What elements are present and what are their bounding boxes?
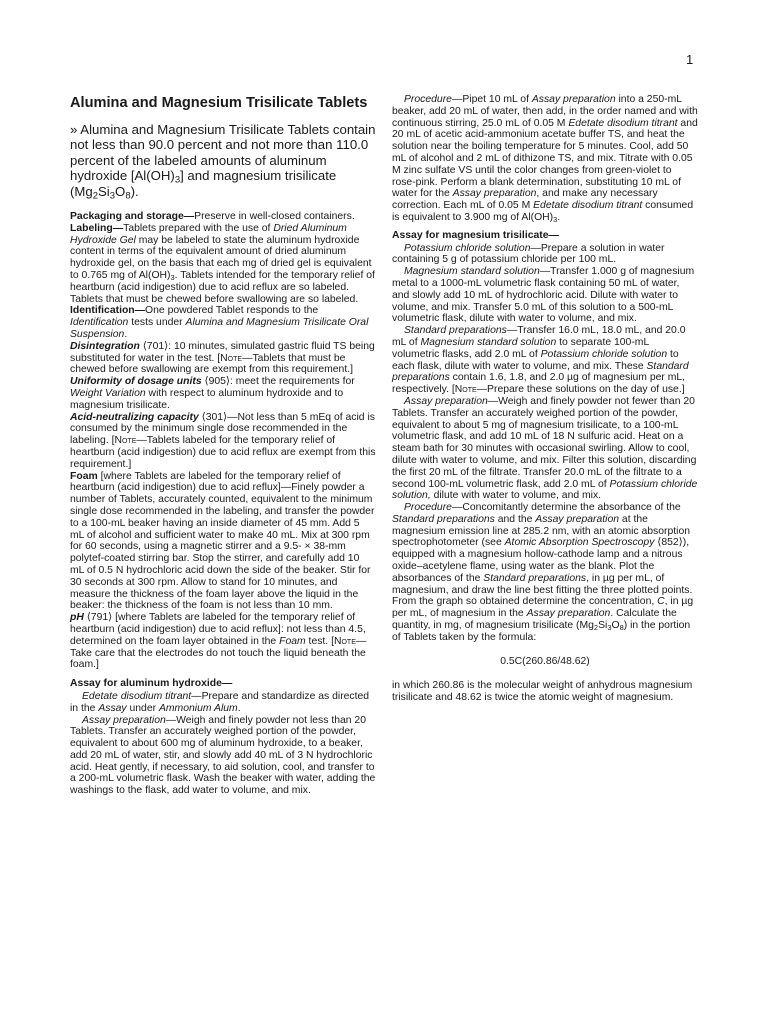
left-column [70,94,376,797]
page-number: 1 [686,52,694,67]
kcl-solution-paragraph: Potassium chloride solution—Prepare a solution in water containing 5 g of potassium chloride per 100 mL. [392,242,665,266]
labeling-section: Labeling—Tablets prepared with the use of Dried Aluminum Hydroxide Gel may be labeled to state the aluminum hydroxide content in terms of the equivalent amount of dried aluminum hydroxide gel, on the basis that each mg of dried gel is equivalent to 0.765 mg of $Al(OH)_3$. Tablets intended for the temporary relief of heartburn (acid indigestion) due to acid reflux are so labeled. Tablets that must be chewed before swallowing are so labeled. [70,222,375,305]
assay-preparation-al-paragraph: Assay preparation—Weigh and finely powder not less than 20 Tablets. Transfer an accurately weighed portion of the powder, equivalent to about 600 mg of aluminum hydroxide, to a beaker, add 20 mL of water, stir, and slowly add 40 mL of 3 N hydrochloric acid. Heat gently, if necessary, to aid solution, cool, and transfer to a 200-mL volumetric flask. Wash the beaker with water, adding the washings to the flask, add water to volume, and mix. [70,714,376,797]
monograph-definition: » Alumina and Magnesium Trisilicate Tablets contain not less than 90.0 percent and not more than 110.0 percent of the labeled amounts of aluminum hydroxide $[Al(OH)_3]$ and magnesium trisilicate $(Mg_2Si_3O_8)$. [70,122,376,201]
uniformity-section: Uniformity of dosage units ⟨905⟩: meet the requirements for Weight Variation with respect to aluminum hydroxide and to magnesium trisilicate. [70,376,355,411]
assay-magnesium-heading: Assay for magnesium trisilicate— [392,229,559,241]
procedure-al-paragraph: Procedure—Pipet 10 mL of Assay preparation into a 250-mL beaker, add 20 mL of water, then add, in the order named and with continuous stirring, 25.0 mL of 0.05 M Edetate disodium titrant and 20 mL of acetic acid-ammonium acetate buffer TS, and heat the solution near the boiling temperature for 5 minutes. Cool, add 50 mL of alcohol and 2 mL of dithizone TS, and mix. Titrate with 0.05 M zinc sulfate VS until the color changes from green-violet to rose-pink. Perform a blank determination, substituting 10 mL of water for the Assay preparation, and make any necessary correction. Each mL of 0.05 M Edetate disodium titrant consumed is equivalent to 3.900 mg of $Al(OH)_3$. [392,94,698,224]
procedure-mg-paragraph: Procedure—Concomitantly determine the absorbance of the Standard preparations and the Assay preparation at the magnesium emission line at 285.2 nm, with an atomic absorption spectrophotometer (see Atomic Absorption Spectroscopy ⟨852⟩), equipped with a magnesium hollow-cathode lamp and a nitrous oxide–acetylene flame, using water as the blank. Plot the absorbances of the Standard preparations, in µg per mL, of magnesium, and draw the line best fitting the three plotted points. From the graph so obtained determine the concentration, C, in µg per mL, of magnesium in the Assay preparation. Calculate the quantity, in mg, of magnesium trisilicate $(Mg_2Si_3O_8)$ in the portion of Tablets taken by the formula: [392,502,694,643]
packaging-storage-section: Packaging and storage—Preserve in well-closed containers. [70,211,355,223]
assay-aluminum-heading: Assay for aluminum hydroxide— [70,678,233,690]
standard-preparations-paragraph: Standard preparations—Transfer 16.0 mL, 18.0 mL, and 20.0 mL of Magnesium standard solution to separate 100-mL volumetric flasks, add 2.0 mL of Potassium chloride solution to each flask, dilute with water to volume, and mix. These Standard preparations contain 1.6, 1.8, and 2.0 µg of magnesium per mL, respectively. [Note—Prepare these solutions on the day of use.] [392,325,689,396]
right-column [392,94,698,704]
disintegration-section: Disintegration ⟨701⟩: 10 minutes, simulated gastric fluid TS being substituted for water in the test. [Note—Tablets that must be chewed before swallowing are exempt from this requirement.] [70,340,375,376]
formula-explanation: in which 260.86 is the molecular weight of anhydrous magnesium trisilicate and 48.62 is twice the atomic weight of magnesium. [392,680,693,704]
edetate-titrant-paragraph: Edetate disodium titrant—Prepare and standardize as directed in the Assay under Ammonium Alum. [70,690,370,714]
foam-section: Foam [where Tablets are labeled for the temporary relief of heartburn (acid indigestion) due to acid reflux]—Finely powder a number of Tablets, accurately counted, equivalent to the minimum single dose recommended in the labeling, and transfer the powder to a 100-mL beaker having an inside diameter of 45 mm. Add 5 mL of alcohol and sufficient water to make 40 mL. Mix at 300 rpm for 60 seconds, using a magnetic stirrer and a 9.5- × 38-mm polytef-coated stirring bar. Stop the stirrer, and carefully add 10 mL of 0.5 N hydrochloric acid down the side of the beaker. Stir for 30 seconds at 300 rpm. Allow to stand for 10 minutes, and measure the thickness of the foam layer above the liquid in the beaker: the thickness of the foam is not less than 10 mm. [70,470,375,612]
identification-section: Identification—One powdered Tablet responds to the Identification tests under Alumina and Magnesium Trisilicate Oral Suspension. [70,305,369,340]
ph-section: pH ⟨791⟩ [where Tablets are labeled for the temporary relief of heartburn (acid indigestion) due to acid reflux]: not less than 4.5, determined on the foam layer obtained in the Foam test. [Note—Take care that the electrodes do not touch the liquid beneath the foam.] [70,612,367,671]
mg-standard-paragraph: Magnesium standard solution—Transfer 1.000 g of magnesium metal to a 1000-mL volumetric flask containing 50 mL of water, and slowly add 10 mL of hydrochloric acid. Dilute with water to volume, and mix. Transfer 5.0 mL of this solution to a 500-mL volumetric flask, dilute with water to volume, and mix. [392,266,695,325]
assay-formula: 0.5C(260.86/48.62) [500,655,590,667]
monograph-title: Alumina and Magnesium Trisilicate Tablets [70,95,368,111]
assay-preparation-mg-paragraph: Assay preparation—Weigh and finely powder not fewer than 20 Tablets. Transfer an accurately weighed portion of the powder, equivalent to about 5 mg of magnesium trisilicate, to a 100-mL volumetric flask, and add 10 mL of 18 N sulfuric acid. Heat on a steam bath for 30 minutes with occasional swirling. Allow to cool, dilute with water to volume, and mix. Filter this solution, discarding the first 20 mL of the filtrate. Transfer 20.0 mL of the filtrate to a second 100-mL volumetric flask, add 2.0 mL of Potassium chloride solution, dilute with water to volume, and mix. [392,395,698,502]
acid-neutralizing-section: Acid-neutralizing capacity ⟨301⟩—Not less than 5 mEq of acid is consumed by the minimum single dose recommended in the labeling. [Note—Tablets labeled for the temporary relief of heartburn (acid indigestion) due to acid reflux are exempt from this requirement.] [70,411,376,470]
